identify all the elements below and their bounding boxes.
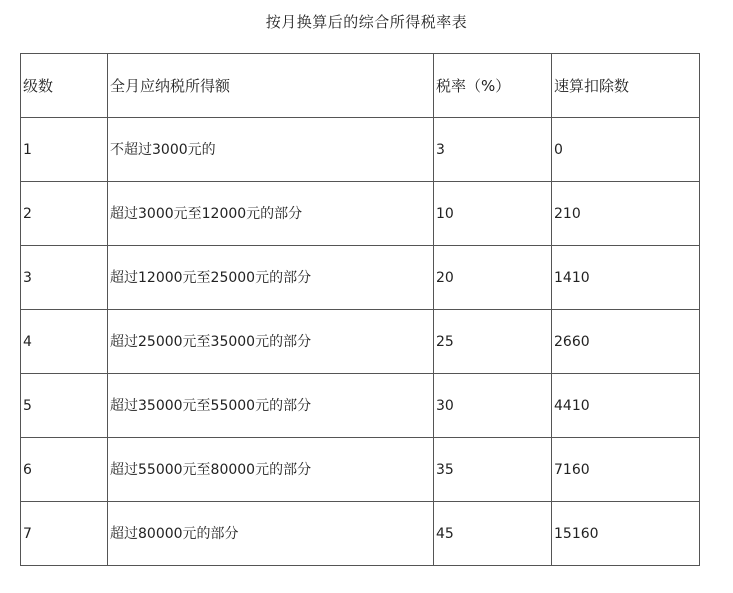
cell-level: 5 [21,374,108,438]
table-row [21,502,700,566]
cell-tax-rate: 3 [434,118,552,182]
cell-quick-deduction: 2660 [552,310,700,374]
cell-quick-deduction: 4410 [552,374,700,438]
cell-tax-rate: 20 [434,246,552,310]
table-row [21,118,700,182]
cell-tax-rate: 45 [434,502,552,566]
cell-quick-deduction: 0 [552,118,700,182]
cell-tax-rate: 35 [434,438,552,502]
header-level: 级数 [21,54,108,118]
table-row [21,182,700,246]
cell-income-range: 超过80000元的部分 [108,502,434,566]
cell-income-range: 超过25000元至35000元的部分 [108,310,434,374]
cell-quick-deduction: 1410 [552,246,700,310]
tax-rate-table [20,53,700,566]
cell-income-range: 超过3000元至12000元的部分 [108,182,434,246]
table-row [21,374,700,438]
header-monthly-taxable-income: 全月应纳税所得额 [108,54,434,118]
cell-quick-deduction: 7160 [552,438,700,502]
header-tax-rate: 税率（%） [434,54,552,118]
cell-level: 1 [21,118,108,182]
cell-tax-rate: 25 [434,310,552,374]
cell-income-range: 不超过3000元的 [108,118,434,182]
cell-level: 7 [21,502,108,566]
table-row [21,246,700,310]
table-header-row [21,54,700,118]
header-quick-deduction: 速算扣除数 [552,54,700,118]
cell-quick-deduction: 15160 [552,502,700,566]
cell-income-range: 超过35000元至55000元的部分 [108,374,434,438]
cell-income-range: 超过55000元至80000元的部分 [108,438,434,502]
table-row [21,310,700,374]
cell-income-range: 超过12000元至25000元的部分 [108,246,434,310]
table-title: 按月换算后的综合所得税率表 [265,13,468,31]
cell-quick-deduction: 210 [552,182,700,246]
cell-level: 3 [21,246,108,310]
cell-level: 6 [21,438,108,502]
cell-level: 4 [21,310,108,374]
cell-level: 2 [21,182,108,246]
table-row [21,438,700,502]
cell-tax-rate: 10 [434,182,552,246]
cell-tax-rate: 30 [434,374,552,438]
